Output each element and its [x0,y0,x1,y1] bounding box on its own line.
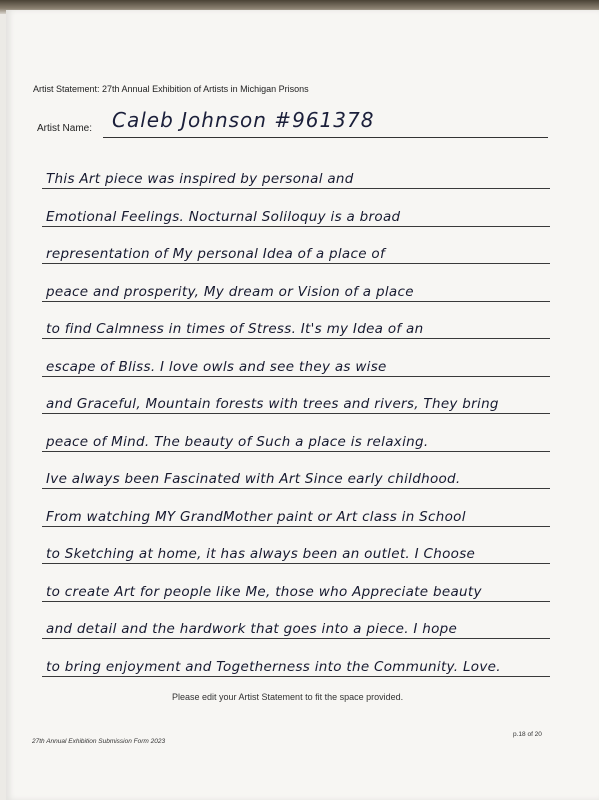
statement-line-text: From watching MY GrandMother paint or Art class in School [46,508,466,525]
statement-line [42,451,550,489]
statement-line [42,264,550,302]
artist-name-value: Caleb Johnson #961378 [112,108,375,132]
statement-line [42,489,550,527]
statement-line-text: to Sketching at home, it has always been an outlet. I Choose [46,546,476,562]
statement-line-text: Ive always been Fascinated with Art Since early childhood. [46,471,461,487]
form-title: Artist Statement: 27th Annual Exhibition of Artists in Michigan Prisons [33,84,309,94]
statement-line-text: peace and prosperity, My dream or Vision of a place [46,283,414,300]
statement-line [42,601,550,639]
statement-line-text: and Graceful, Mountain forests with trees and rivers, They bring [46,396,499,412]
footer-form-name: 27th Annual Exhibition Submission Form 2023 [32,738,166,745]
statement-line [42,339,550,377]
statement-line [42,376,550,414]
statement-line-text: escape of Bliss. I love owls and see they as wise [46,358,387,375]
statement-line-text: to bring enjoyment and Togetherness into the Community. Love. [46,658,501,675]
statement-line-text: Emotional Feelings. Nocturnal Soliloquy is a broad [46,208,401,225]
artist-name-label: Artist Name: [37,123,93,134]
statement-line [42,564,550,602]
statement-line [42,639,550,677]
statement-line [42,189,550,227]
footer-page-number: p.18 of 20 [513,731,542,738]
statement-line-text: to find Calmness in times of Stress. It's my Idea of an [46,321,424,337]
statement-line-text: representation of My personal Idea of a place of [46,246,386,262]
statement-line [42,526,550,564]
statement-line [42,301,550,339]
statement-line [42,414,550,452]
instruction-note: Please edit your Artist Statement to fit the space provided. [172,692,404,702]
statement-line-text: This Art piece was inspired by personal and [46,171,354,187]
artist-name-underline [103,137,548,138]
statement-line-text: and detail and the hardwork that goes into a piece. I hope [46,621,458,637]
statement-line [42,226,550,264]
statement-line-text: peace of Mind. The beauty of Such a place is relaxing. [46,433,429,450]
statement-line [42,151,550,189]
statement-line-text: to create Art for people like Me, those who Appreciate beauty [46,583,482,600]
